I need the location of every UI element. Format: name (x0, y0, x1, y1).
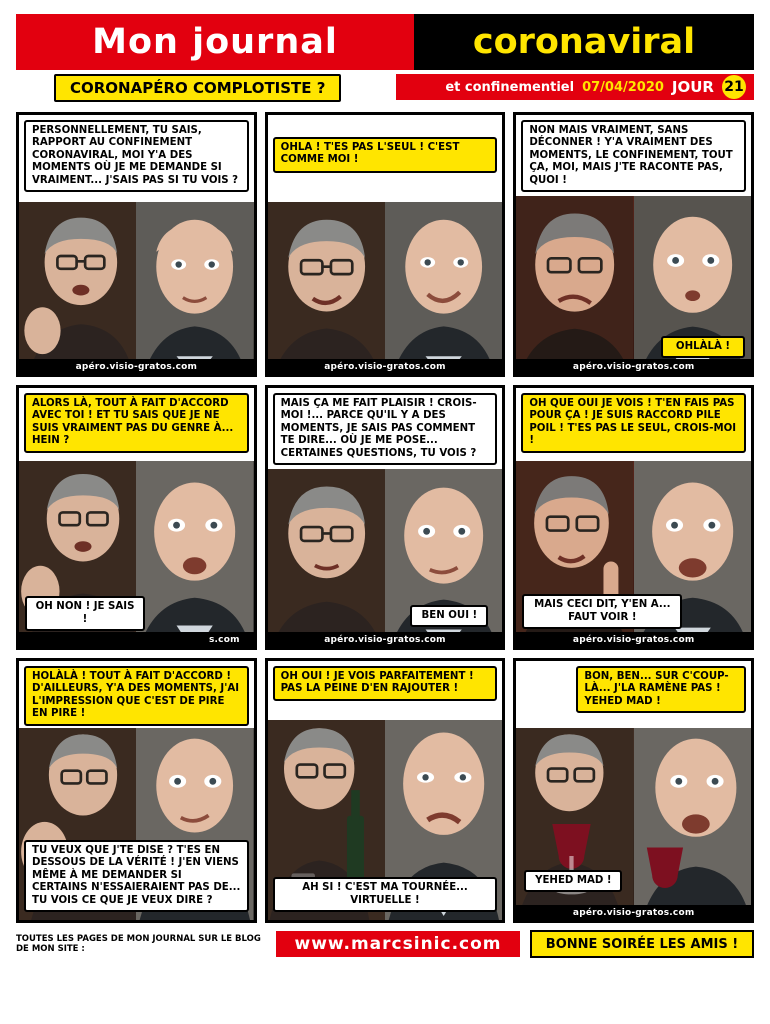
photo-man-talking (136, 461, 253, 647)
comic-panel-4 (16, 385, 257, 650)
closing-message: BONNE SOIRÉE LES AMIS ! (530, 930, 754, 958)
comic-grid (16, 112, 754, 923)
footer-note: TOUTES LES PAGES DE MON JOURNAL SUR LE BLOG DE MON SITE : (16, 933, 261, 954)
dateline (396, 74, 754, 100)
masthead-title-right: coronaviral (472, 22, 696, 62)
masthead-left (16, 14, 414, 70)
photo-man-toasting (634, 728, 751, 920)
dateline-date: 07/04/2020 (582, 79, 664, 95)
comic-panel-3 (513, 112, 754, 377)
speech-bubble-7b: TU VEUX QUE J'TE DISE ? T'ES EN DESSOUS DE LA VÉRITÉ ! J'EN VIENS MÊME À ME DEMANDER SI CERTAINS N'ESSAIERAIENT PAS DE... TU VOIS CE QUE JE VEUX DIRE ? (24, 840, 249, 912)
dateline-day-label: JOUR (671, 78, 714, 96)
panel-2-credit: apéro.visio-gratos.com (268, 359, 503, 374)
speech-bubble-1: PERSONNELLEMENT, TU SAIS, RAPPORT AU CONFINEMENT CORONAVIRAL, MOI Y'A DES MOMENTS OÙ JE ME DEMANDE SI VRAIMENT... J'SAIS PAS SI TU VOIS ? (24, 120, 249, 192)
comic-panel-2 (265, 112, 506, 377)
photo-woman-doubtful (268, 202, 385, 374)
speech-bubble-8: OH OUI ! JE VOIS PARFAITEMENT ! PAS LA PEINE D'EN RAJOUTER ! (273, 666, 498, 701)
issue-subtitle: CORONAPÉRO COMPLOTISTE ? (54, 74, 341, 102)
speech-bubble-3b: OHLÀLÀ ! (661, 336, 745, 358)
panel-4-credit: s.com (19, 632, 254, 647)
comic-panel-1 (16, 112, 257, 377)
speech-bubble-9: BON, BEN... SUR C'COUP-LÀ... J'LA RAMÈNE PAS ! YEHED MAD ! (576, 666, 746, 713)
speech-bubble-5: MAIS ÇA ME FAIT PLAISIR ! CROIS-MOI !... PARCE QU'IL Y A DES MOMENTS, JE SAIS PAS COMMENT TE DIRE... OÙ JE ME POSE... CERTAINES QUESTIONS, TU VOIS ? (273, 393, 498, 465)
speech-bubble-4: ALORS LÀ, TOUT À FAIT D'ACCORD AVEC TOI ! ET TU SAIS QUE JE NE SUIS VRAIMENT PAS DU GENRE À... HEIN ? (24, 393, 249, 453)
speech-bubble-9b: YEHED MAD ! (524, 870, 622, 892)
speech-bubble-7: HOLÀLÀ ! TOUT À FAIT D'ACCORD ! D'AILLEURS, Y'A DES MOMENTS, J'AI L'IMPRESSION QUE C'EST DE PIRE EN PIRE ! (24, 666, 249, 726)
photo-woman-glasses (268, 469, 385, 647)
comic-panel-6 (513, 385, 754, 650)
comic-panel-7 (16, 658, 257, 923)
subhead (16, 74, 754, 104)
photo-woman-gesturing (19, 202, 136, 374)
footer (16, 929, 754, 959)
dateline-day-number: 21 (722, 75, 746, 99)
comic-panel-8 (265, 658, 506, 923)
photo-man-smiling (385, 202, 502, 374)
masthead-title-left: Mon journal (92, 22, 338, 62)
speech-bubble-3: NON MAIS VRAIMENT, SANS DÉCONNER ! Y'A VRAIMENT DES MOMENTS, LE CONFINEMENT, TOUT ÇA, MOI, MAIS J'TE RACONTE PAS, QUOI ! (521, 120, 746, 192)
masthead (16, 14, 754, 70)
website-url[interactable]: www.marcsinic.com (294, 934, 502, 954)
panel-9-credit: apéro.visio-gratos.com (516, 905, 751, 920)
speech-bubble-6b: MAIS CECI DIT, Y'EN A... FAUT VOIR ! (522, 594, 682, 629)
panel-1-credit: apéro.visio-gratos.com (19, 359, 254, 374)
masthead-right (414, 14, 754, 70)
comic-panel-9 (513, 658, 754, 923)
comic-panel-5 (265, 385, 506, 650)
speech-bubble-8b: AH SI ! C'EST MA TOURNÉE... VIRTUELLE ! (273, 877, 498, 912)
panel-6-credit: apéro.visio-gratos.com (516, 632, 751, 647)
speech-bubble-2: OHLA ! T'ES PAS L'SEUL ! C'EST COMME MOI ! (273, 137, 498, 173)
speech-bubble-6: OH QUE OUI JE VOIS ! T'EN FAIS PAS POUR ÇA ! JE SUIS RACCORD PILE POIL ! T'ES PAS LE SEUL, CROIS-MOI ! (521, 393, 746, 453)
speech-bubble-4b: OH NON ! JE SAIS ! (25, 596, 145, 631)
panel-2-photos (268, 202, 503, 374)
panel-3-credit: apéro.visio-gratos.com (516, 359, 751, 374)
photo-woman-grimacing (516, 196, 633, 374)
dateline-tagline: et confinementiel (445, 79, 575, 95)
speech-bubble-5b: BEN OUI ! (410, 605, 488, 627)
panel-1-photos (19, 202, 254, 374)
subtitle-container (16, 74, 396, 102)
website-url-bar[interactable] (276, 931, 520, 957)
photo-man-listening (136, 202, 253, 374)
panel-5-credit: apéro.visio-gratos.com (268, 632, 503, 647)
